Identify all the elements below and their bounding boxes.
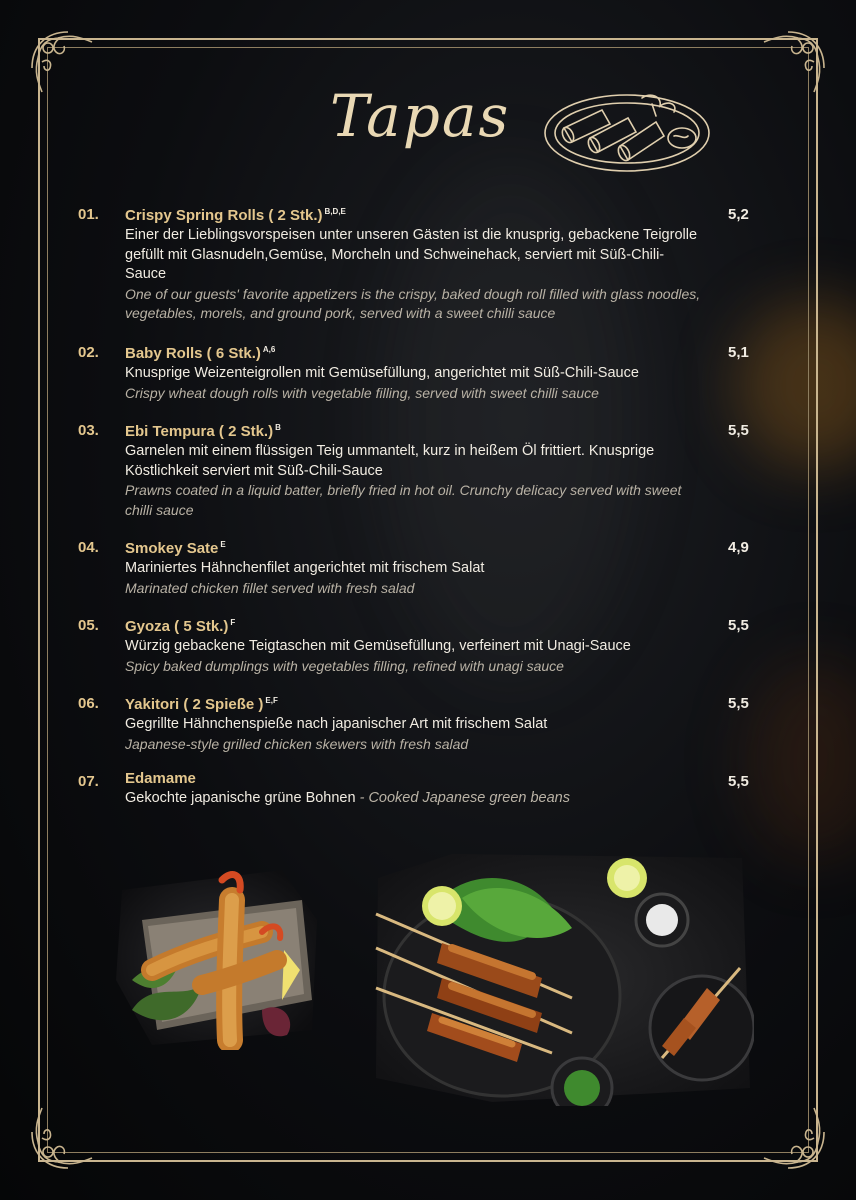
page-title: Tapas <box>330 82 511 150</box>
item-name: Gyoza ( 5 Stk.) $^F$ <box>125 618 236 635</box>
corner-ornament-icon <box>28 28 98 98</box>
allergen-codes: E <box>220 540 226 549</box>
allergen-codes: F <box>230 618 236 627</box>
item-description-de: Mariniertes Hähnchenfilet angerichtet mit frischem Salat <box>125 560 485 576</box>
corner-ornament-icon <box>758 1102 828 1172</box>
item-number: 05. <box>78 617 99 634</box>
item-name: Ebi Tempura ( 2 Stk.) $^B$ <box>125 423 281 440</box>
item-description-de: Gekochte japanische grüne Bohnen <box>125 790 356 806</box>
item-name: Crispy Spring Rolls ( 2 Stk.) $^{B,D,E}$ <box>125 207 346 224</box>
item-name: Edamame <box>125 770 196 787</box>
item-description-en: Crispy wheat dough rolls with vegetable filling, served with sweet chilli sauce <box>125 384 599 401</box>
item-price: 5,5 <box>728 617 749 634</box>
corner-ornament-icon <box>28 1102 98 1172</box>
spring-rolls-illustration-icon <box>542 88 712 178</box>
yakitori-photo <box>372 848 754 1106</box>
item-description-en: Marinated chicken fillet served with fresh salad <box>125 579 415 596</box>
ebi-tempura-photo <box>112 860 322 1050</box>
item-description <box>125 789 705 809</box>
item-name: Baby Rolls ( 6 Stk.) $^{A,6}$ <box>125 345 276 362</box>
item-price: 5,2 <box>728 206 749 223</box>
item-description-de: Gegrillte Hähnchenspieße nach japanischer Art mit frischem Salat <box>125 716 548 732</box>
item-description-de: Einer der Lieblingsvorspeisen unter unseren Gästen ist die knusprig, gebackene Teigrolle gefüllt mit Glasnudeln,Gemüse, Morcheln und Schweinehack, serviert mit Süß-Chili-Sauce <box>125 227 698 283</box>
item-number: 06. <box>78 695 99 712</box>
item-description-en: - Cooked Japanese green beans <box>359 790 570 806</box>
allergen-codes: E,F <box>265 696 278 705</box>
item-number: 01. <box>78 206 99 223</box>
item-number: 07. <box>78 773 99 790</box>
item-price: 5,5 <box>728 695 749 712</box>
item-number: 04. <box>78 539 99 556</box>
item-price: 5,5 <box>728 422 749 439</box>
item-name: Smokey Sate $^E$ <box>125 540 226 557</box>
item-description-en: One of our guests' favorite appetizers is the crispy, baked dough roll filled with glass noodles, vegetables, morels, and ground pork, served with a sweet chilli sauce <box>125 285 701 322</box>
item-description-en: Japanese-style grilled chicken skewers with fresh salad <box>125 735 469 752</box>
item-price: 5,1 <box>728 344 749 361</box>
item-description-de: Knusprige Weizenteigrollen mit Gemüsefüllung, angerichtet mit Süß-Chili-Sauce <box>125 365 639 381</box>
item-name: Yakitori ( 2 Spieße ) $^{E,F}$ <box>125 696 278 713</box>
item-description-de: Garnelen mit einem flüssigen Teig ummantelt, kurz in heißem Öl frittiert. Knusprige Köstlichkeit serviert mit Süß-Chili-Sauce <box>125 443 655 479</box>
item-price: 4,9 <box>728 539 749 556</box>
item-description-en: Prawns coated in a liquid batter, briefly fried in hot oil. Crunchy delicacy served with sweet chilli sauce <box>125 482 682 518</box>
item-description-en: Spicy baked dumplings with vegetables filling, refined with unagi sauce <box>125 657 564 674</box>
item-description-de: Würzig gebackene Teigtaschen mit Gemüsefüllung, verfeinert mit Unagi-Sauce <box>125 638 631 654</box>
allergen-codes: B,D,E <box>324 207 346 216</box>
corner-ornament-icon <box>758 28 828 98</box>
allergen-codes: B <box>275 423 281 432</box>
item-number: 02. <box>78 344 99 361</box>
item-number: 03. <box>78 422 99 439</box>
item-price: 5,5 <box>728 773 749 790</box>
allergen-codes: A,6 <box>262 345 276 354</box>
